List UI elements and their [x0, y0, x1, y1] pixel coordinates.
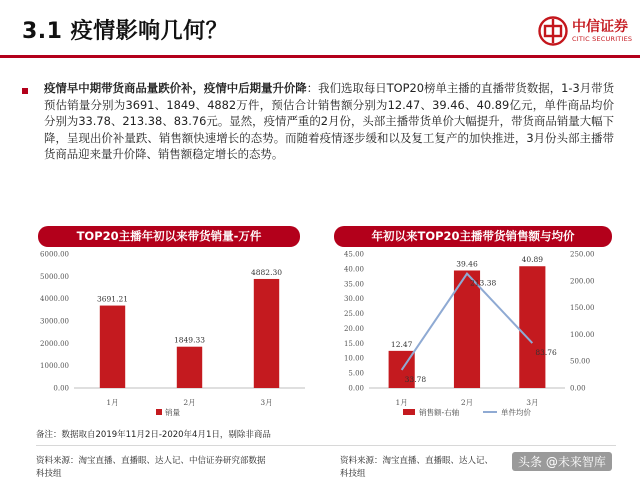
- right-y-tick-label: 250.00: [570, 250, 595, 259]
- left-source-line1: 资料来源：淘宝直播、直播眼、达人记、中信证券研究部数据: [36, 456, 266, 466]
- right-source: [340, 455, 493, 481]
- left-chart-title: TOP20主播年初以来带货销量-万件: [38, 226, 300, 247]
- citic-logo-icon: [538, 16, 568, 46]
- header-divider: [0, 55, 640, 58]
- logo-text-en: CITIC SECURITIES: [572, 35, 633, 43]
- left-y-tick-label: 15.00: [343, 339, 364, 348]
- x-tick-label: 1月: [106, 398, 119, 407]
- sales-amount-price-chart: [325, 248, 625, 426]
- legend-swatch-sales-amount: [403, 409, 415, 415]
- x-tick-label: 3月: [260, 398, 273, 407]
- bullet-body: ：我们选取每日TOP20榜单主播的直播带货数据，1-3月带货预估销量分别为3691、1849、4882万件，预估合计销售额分别为12.47、39.46、40.89亿元，单件商品均价分别为33.78、213.38、83.76元。显然，疫情严重的2月份，头部主播带货单价大幅提升，带货商品销量大幅下降，呈现出价补量跌、销售额快速增长的态势。而随着疫情逐步缓和以及复工复产的加快推进，3月份头部主播带货商品迎来量升价降、销售额稳定增长的态势。: [44, 81, 614, 161]
- data-label: 39.46: [456, 259, 478, 269]
- legend-label-sales-amount: 销售额-右轴: [419, 408, 460, 417]
- right-y-tick-label: 50.00: [570, 357, 591, 366]
- data-label: 33.78: [404, 374, 427, 384]
- left-y-tick-label: 10.00: [343, 354, 364, 363]
- legend-label-sales: 销量: [165, 408, 180, 417]
- data-label: 3691.21: [96, 294, 129, 304]
- data-label: 213.38: [470, 278, 497, 288]
- bar-2: [177, 347, 202, 388]
- data-label: 40.89: [521, 255, 544, 265]
- footer-divider: [36, 445, 616, 446]
- page-title: 3.1 疫情影响几何？: [22, 19, 229, 44]
- legend-label-unit-price: 单件均价: [501, 408, 531, 417]
- bar-1: [100, 306, 125, 388]
- right-source-line2: 科技组: [340, 469, 366, 479]
- sales-volume-chart: [30, 248, 315, 426]
- left-y-tick-label: 40.00: [343, 265, 364, 274]
- bullet-bold-lead: 疫情早中期带货商品量跌价补，疫情中后期量升价降: [44, 81, 307, 95]
- y-tick-label: 4000.00: [40, 295, 69, 304]
- left-source: [36, 455, 266, 481]
- bullet-paragraph: [44, 80, 614, 163]
- y-tick-label: 0.00: [53, 384, 69, 393]
- data-label: 4882.30: [250, 267, 283, 277]
- y-tick-label: 6000.00: [40, 250, 69, 259]
- left-y-tick-label: 5.00: [348, 369, 364, 378]
- x-tick-label: 1月: [395, 398, 408, 407]
- right-y-tick-label: 150.00: [570, 304, 595, 313]
- legend-swatch-sales: [156, 409, 162, 415]
- bar-3: [254, 279, 279, 388]
- data-label: 83.76: [535, 348, 557, 358]
- y-tick-label: 2000.00: [40, 339, 69, 348]
- left-y-tick-label: 20.00: [343, 324, 364, 333]
- right-y-tick-label: 0.00: [570, 384, 586, 393]
- right-y-tick-label: 100.00: [570, 330, 595, 339]
- right-y-tick-label: 200.00: [570, 277, 595, 286]
- right-chart-title: 年初以来TOP20主播带货销售额与均价: [334, 226, 612, 247]
- citic-logo: [538, 16, 638, 52]
- left-y-tick-label: 25.00: [343, 310, 364, 319]
- logo-text-cn: 中信证券: [572, 19, 628, 35]
- left-source-line2: 科技组: [36, 469, 62, 479]
- left-y-tick-label: 0.00: [348, 384, 364, 393]
- x-tick-label: 3月: [526, 398, 539, 407]
- y-tick-label: 5000.00: [40, 272, 69, 281]
- left-y-tick-label: 45.00: [343, 250, 364, 259]
- bar-sales-amount-3: [519, 266, 545, 388]
- data-label: 12.47: [390, 339, 413, 349]
- watermark: 头条 @未来智库: [512, 452, 612, 471]
- chart-note: 备注：数据取自2019年11月2日-2020年4月1日，剔除非商品: [36, 430, 271, 440]
- right-source-line1: 资料来源：淘宝直播、直播眼、达人记、: [340, 456, 494, 466]
- data-label: 1849.33: [173, 335, 206, 345]
- y-tick-label: 3000.00: [40, 317, 69, 326]
- x-tick-label: 2月: [183, 398, 196, 407]
- bullet-marker: [22, 88, 28, 94]
- y-tick-label: 1000.00: [40, 362, 69, 371]
- left-y-tick-label: 35.00: [343, 280, 364, 289]
- x-tick-label: 2月: [460, 398, 474, 407]
- left-y-tick-label: 30.00: [343, 295, 364, 304]
